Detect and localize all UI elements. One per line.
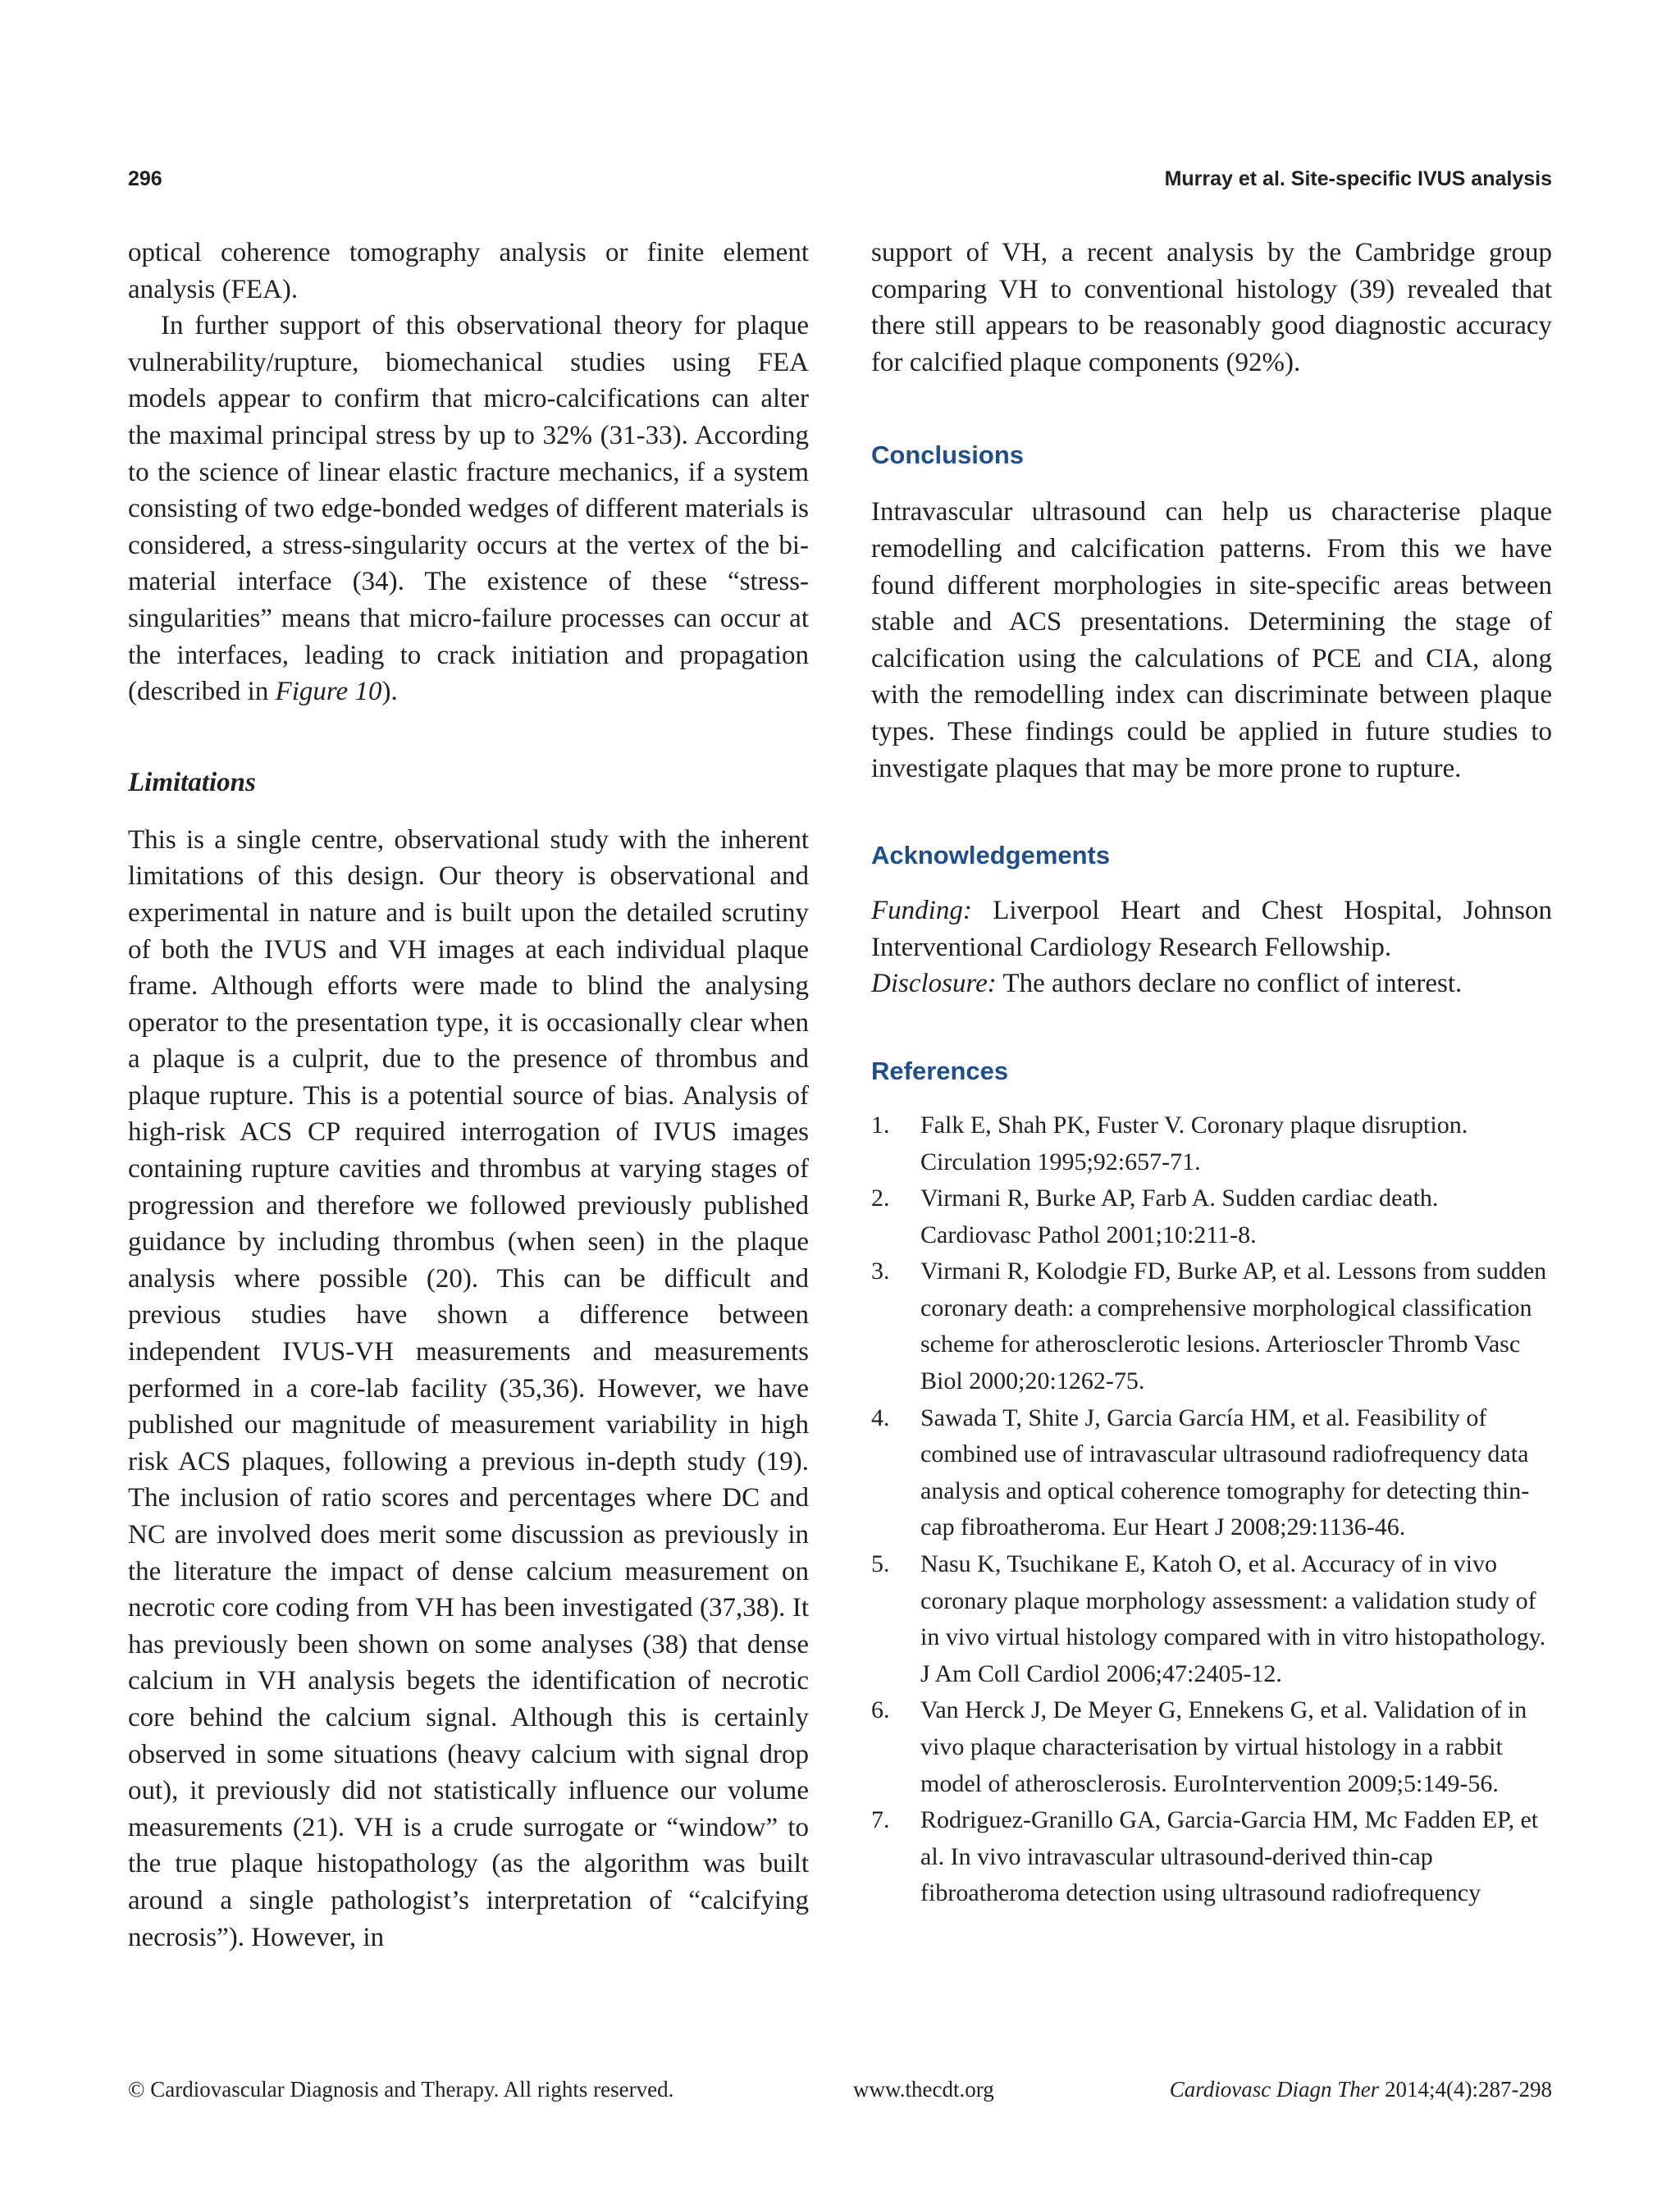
limitations-heading: Limitations [128, 767, 256, 797]
reference-number: 3. [871, 1257, 890, 1285]
reference-text: Virmani R, Kolodgie FD, Burke AP, et al. Lessons from sudden coronary death: a comprehensive morphological classification scheme for atherosclerotic lesions. Arterioscler Thromb Vasc Biol 2000;20:1262-75. [920, 1257, 1547, 1395]
acknowledgements-heading: Acknowledgements [871, 841, 1111, 870]
funding-statement [871, 892, 1552, 965]
left-column [128, 235, 809, 1956]
reference-item [871, 1107, 1552, 1180]
citation-details: 2014;4(4):287-298 [1379, 2077, 1552, 2102]
reference-number: 6. [871, 1696, 890, 1724]
limitations-paragraph: This is a single centre, observational study with the inherent limitations of this design. Our theory is observational and experimental in nature and is built upon the detailed scrutiny of both the IVUS and VH images at each individual plaque frame. Although efforts were made to blind the analysing operator to the presentation type, it is occasionally clear when a plaque is a culprit, due to the presence of thrombus and plaque rupture. This is a potential source of bias. Analysis of high-risk ACS CP required interrogation of IVUS images containing rupture cavities and thrombus at varying stages of progression and therefore we followed previously published guidance by including thrombus (when seen) in the plaque analysis where possible (20). This can be difficult and previous studies have shown a difference between independent IVUS-VH measurements and measurements performed in a core-lab facility (35,36). However, we have published our magnitude of measurement variability in high risk ACS plaques, following a previous in-depth study (19). The inclusion of ratio scores and percentages where DC and NC are involved does merit some discussion as previously in the literature the impact of dense calcium measurement on necrotic core coding from VH has been investigated (37,38). It has previously been shown on some analyses (38) that dense calcium in VH analysis begets the identification of necrotic core behind the calcium signal. Although this is certainly observed in some situations (heavy calcium with signal drop out), it previously did not statistically influence our volume measurements (21). VH is a crude surrogate or “window” to the true plaque histopathology (as the algorithm was built around a single pathologist’s interpretation of “calcifying necrosis”). However, in [128, 824, 809, 1952]
running-title: Murray et al. Site-specific IVUS analysis [1164, 167, 1552, 190]
right-column [871, 235, 1552, 1912]
reference-text: Rodriguez-Granillo GA, Garcia-Garcia HM, Mc Fadden EP, et al. In vivo intravascular ultrasound-derived thin-cap fibroatheroma detection using ultrasound radiofrequency [920, 1806, 1539, 1907]
reference-number: 5. [871, 1550, 890, 1578]
figure-reference: Figure 10 [275, 677, 382, 707]
disclosure-text: The authors declare no conflict of interest. [996, 969, 1463, 999]
reference-item [871, 1802, 1552, 1912]
reference-number: 7. [871, 1806, 890, 1834]
body-paragraph: optical coherence tomography analysis or finite element analysis (FEA). [128, 238, 809, 304]
paragraph-end: ). [381, 677, 398, 707]
reference-text: Virmani R, Burke AP, Farb A. Sudden cardiac death. Cardiovasc Pathol 2001;10:211-8. [920, 1184, 1439, 1248]
citation-journal: Cardiovasc Diagn Ther [1169, 2077, 1380, 2102]
reference-number: 2. [871, 1184, 890, 1212]
page-number: 296 [128, 167, 162, 190]
paragraph-text: In further support of this observational theory for plaque vulnerability/rupture, biomechanical studies using FEA models appear to confirm that micro-calcifications can alter the maximal principal stress by up to 32% (31-33). According to the science of linear elastic fracture mechanics, if a system consisting of two edge-bonded wedges of different materials is considered, a stress-singularity occurs at the vertex of the bi-material interface (34). The existence of these “stress-singularities” means that micro-failure processes can occur at the interfaces, leading to crack initiation and propagation (described in [128, 311, 809, 707]
conclusions-heading: Conclusions [871, 440, 1025, 470]
funding-label: Funding: [871, 896, 972, 926]
disclosure-label: Disclosure: [871, 969, 997, 999]
reference-text: Van Herck J, De Meyer G, Ennekens G, et al. Validation of in vivo plaque characterisation by virtual histology in a rabbit model of atherosclerosis. EuroIntervention 2009;5:149-56. [920, 1696, 1527, 1797]
reference-list [871, 1107, 1552, 1912]
funding-text: Liverpool Heart and Chest Hospital, Johnson Interventional Cardiology Research Fellowship. [871, 896, 1552, 962]
footer-copyright: © Cardiovascular Diagnosis and Therapy. All rights reserved. [128, 2077, 674, 2102]
reference-text: Nasu K, Tsuchikane E, Katoh O, et al. Accuracy of in vivo coronary plaque morphology assessment: a validation study of in vivo virtual histology compared with in vitro histopathology. J Am Coll Cardiol 2006;47:2405-12. [920, 1550, 1546, 1687]
conclusions-paragraph: Intravascular ultrasound can help us characterise plaque remodelling and calcification patterns. From this we have found different morphologies in site-specific areas between stable and ACS presentations. Determining the stage of calcification using the calculations of PCE and CIA, along with the remodelling index can discriminate between plaque types. These findings could be applied in future studies to investigate plaques that may be more prone to rupture. [871, 497, 1552, 783]
disclosure-statement [871, 965, 1552, 1002]
reference-text: Falk E, Shah PK, Fuster V. Coronary plaque disruption. Circulation 1995;92:657-71. [920, 1111, 1468, 1175]
continuation-paragraph: support of VH, a recent analysis by the Cambridge group comparing VH to conventional histology (39) revealed that there still appears to be reasonably good diagnostic accuracy for calcified plaque components (92%). [871, 238, 1552, 377]
reference-item [871, 1692, 1552, 1802]
reference-number: 1. [871, 1111, 890, 1139]
body-paragraph-fea [128, 308, 809, 710]
reference-item [871, 1546, 1552, 1692]
reference-item [871, 1180, 1552, 1253]
reference-number: 4. [871, 1404, 890, 1431]
reference-item [871, 1400, 1552, 1546]
footer-citation [1170, 2077, 1552, 2102]
footer-website-link[interactable]: www.thecdt.org [853, 2077, 994, 2102]
reference-text: Sawada T, Shite J, Garcia García HM, et al. Feasibility of combined use of intravascular ultrasound radiofrequency data analysis and optical coherence tomography for detecting thin-cap fibroatheroma. Eur Heart J 2008;29:1136-46. [920, 1404, 1530, 1541]
reference-item [871, 1253, 1552, 1399]
references-heading: References [871, 1056, 1009, 1085]
